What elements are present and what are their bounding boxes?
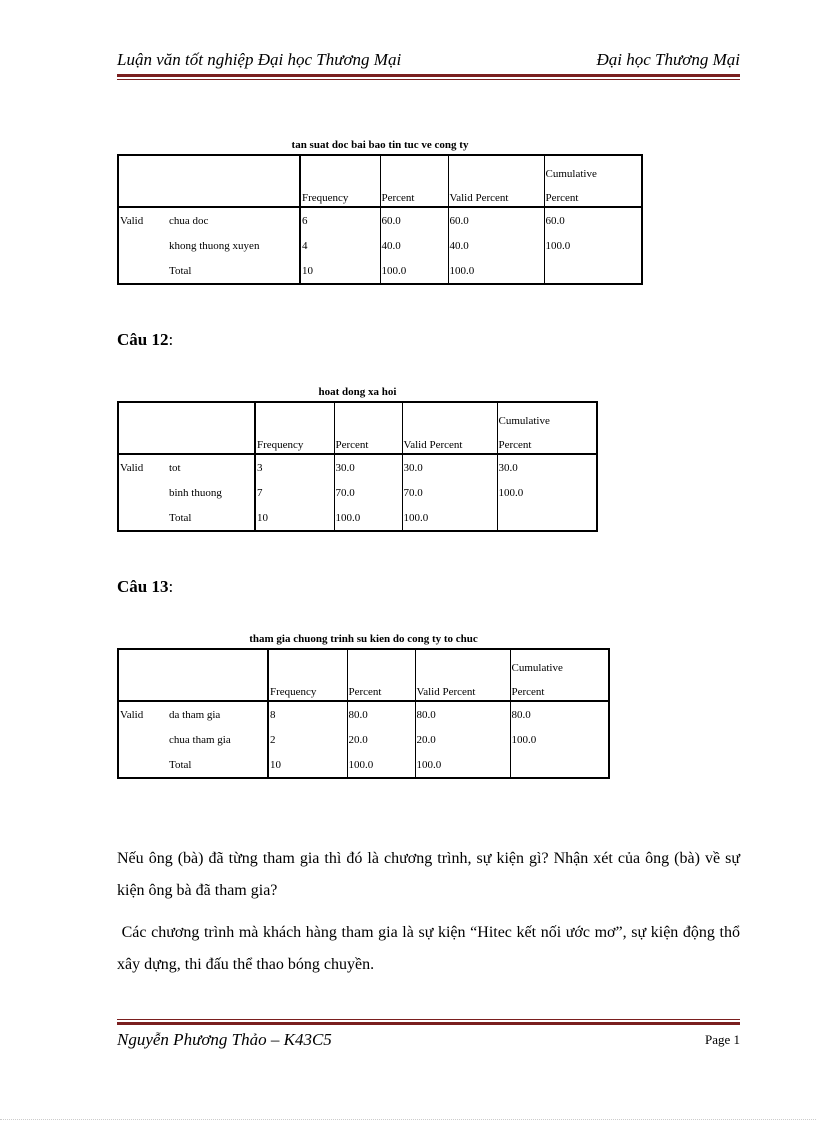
header-right-text: Đại học Thương Mại <box>596 50 740 69</box>
col-valid-percent: Valid Percent <box>415 649 510 701</box>
table-row: Total 10 100.0 100.0 <box>118 258 642 284</box>
col-frequency: Frequency <box>300 155 380 207</box>
valid-label: Valid <box>120 214 144 227</box>
table-row: Total 10 100.0 100.0 <box>118 752 609 778</box>
paragraph-question: Nếu ông (bà) đã từng tham gia thì đó là chương trình, sự kiện gì? Nhận xét của ông (bà) về sự kiện ông bà đã tham gia? <box>117 850 740 899</box>
table-row: khong thuong xuyen 4 40.0 40.0 100.0 <box>118 233 642 258</box>
page-header <box>117 50 740 72</box>
table-title-1: tan suat doc bai bao tin tuc ve cong ty <box>291 139 469 151</box>
col-valid-percent: Valid Percent <box>402 402 497 454</box>
table-title-3: tham gia chuong trinh su kien do cong ty to chuc <box>249 633 478 645</box>
col-valid-percent: Valid Percent <box>448 155 544 207</box>
col-cumulative-percent: Cumulative Percent <box>510 649 609 701</box>
col-frequency: Frequency <box>268 649 347 701</box>
col-percent: Percent <box>334 402 402 454</box>
footer-author: Nguyễn Phương Thảo – K43C5 <box>117 1030 332 1049</box>
page-footer <box>117 1030 740 1052</box>
frequency-table-1 <box>117 154 643 285</box>
header-rule <box>117 74 740 80</box>
table-title-2: hoat dong xa hoi <box>318 386 397 398</box>
frequency-table-2 <box>117 401 598 532</box>
frequency-table-3 <box>117 648 610 779</box>
col-percent: Percent <box>380 155 448 207</box>
paragraph-answer: Các chương trình mà khách hàng tham gia là sự kiện “Hitec kết nối ước mơ”, sự kiện động thổ xây dựng, thi đấu thể thao bóng chuyền. <box>117 924 744 973</box>
valid-label: Valid <box>120 461 144 474</box>
question-heading-12: Câu 12: <box>117 330 174 349</box>
header-left-text: Luận văn tốt nghiệp Đại học Thương Mại <box>117 50 402 69</box>
col-cumulative-percent: Cumulative Percent <box>544 155 642 207</box>
page-edge-divider <box>0 1119 816 1121</box>
question-heading-13: Câu 13: <box>117 577 174 596</box>
table-row: binh thuong 7 70.0 70.0 100.0 <box>118 480 597 505</box>
footer-rule <box>117 1019 740 1025</box>
valid-label: Valid <box>120 708 144 721</box>
table-row: Valid da tham gia 8 80.0 80.0 80.0 <box>118 701 609 727</box>
table-row: Valid tot 3 30.0 30.0 30.0 <box>118 454 597 480</box>
table-row: chua tham gia 2 20.0 20.0 100.0 <box>118 727 609 752</box>
table-row: Valid chua doc 6 60.0 60.0 60.0 <box>118 207 642 233</box>
col-percent: Percent <box>347 649 415 701</box>
col-cumulative-percent: Cumulative Percent <box>497 402 597 454</box>
page-number: Page 1 <box>704 1032 740 1047</box>
table-row: Total 10 100.0 100.0 <box>118 505 597 531</box>
col-frequency: Frequency <box>255 402 334 454</box>
